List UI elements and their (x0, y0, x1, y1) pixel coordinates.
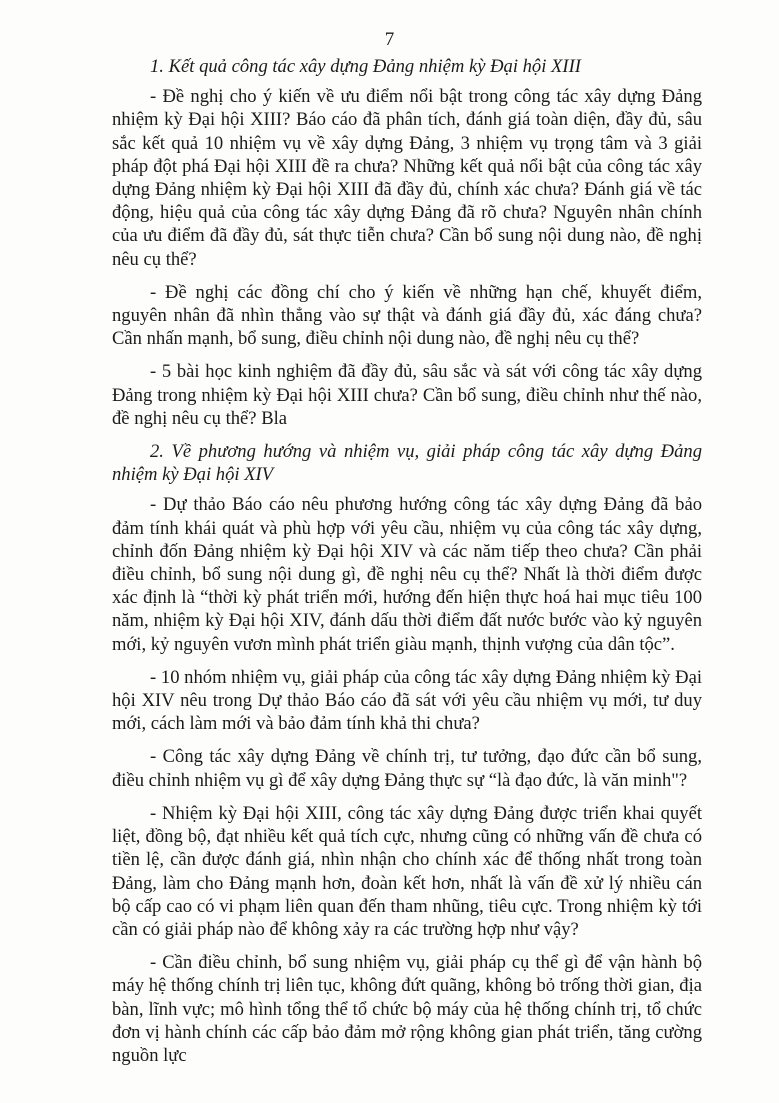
section-1 (112, 55, 702, 430)
paragraph: - 10 nhóm nhiệm vụ, giải pháp của công tác xây dựng Đảng nhiệm kỳ Đại hội XIV nêu trong Dự thảo Báo cáo đã sát với yêu cầu nhiệm vụ mới, tư duy mới, cách làm mới và bảo đảm tính khả thi chưa? (112, 666, 702, 735)
section-2 (112, 440, 702, 1067)
paragraph: - Công tác xây dựng Đảng về chính trị, tư tưởng, đạo đức cần bổ sung, điều chỉnh nhiệm vụ gì để xây dựng Đảng thực sự “là đạo đức, là văn minh"? (112, 746, 702, 791)
section-heading: 1. Kết quả công tác xây dựng Đảng nhiệm kỳ Đại hội XIII (150, 56, 581, 77)
paragraph: - 5 bài học kinh nghiệm đã đầy đủ, sâu sắc và sát với công tác xây dựng Đảng trong nhiệm kỳ Đại hội XIII chưa? Cần bổ sung, điều chỉnh như thế nào, đề nghị nêu cụ thể? Bla (112, 361, 702, 429)
section-heading: 2. Về phương hướng và nhiệm vụ, giải pháp công tác xây dựng Đảng nhiệm kỳ Đại hội XIV (112, 441, 702, 486)
document-body (112, 55, 702, 1077)
paragraph: - Cần điều chỉnh, bổ sung nhiệm vụ, giải pháp cụ thể gì để vận hành bộ máy hệ thống chính trị liên tục, không đứt quãng, không bỏ trống thời gian, địa bàn, lĩnh vực; mô hình tổng thể tổ chức bộ máy của hệ thống chính trị, tổ chức đơn vị hành chính các cấp bảo đảm mở rộng không gian phát triển, tăng cường nguồn lực (112, 952, 702, 1066)
paragraph: - Dự thảo Báo cáo nêu phương hướng công tác xây dựng Đảng đã bảo đảm tính khái quát và phù hợp với yêu cầu, nhiệm vụ của công tác xây dựng, chỉnh đốn Đảng nhiệm kỳ Đại hội XIV và các năm tiếp theo chưa? Cần phải điều chỉnh, bổ sung nội dung gì, đề nghị nêu cụ thể? Nhất là thời điểm được xác định là “thời kỳ phát triển mới, hướng đến hiện thực hoá hai mục tiêu 100 năm, nhiệm kỳ Đại hội XIV, đánh dấu thời điểm đất nước bước vào kỷ nguyên mới, kỷ nguyên vươn mình phát triển giàu mạnh, thịnh vượng của dân tộc”. (112, 494, 702, 655)
paragraph: - Đề nghị các đồng chí cho ý kiến về những hạn chế, khuyết điểm, nguyên nhân đã nhìn thẳng vào sự thật và đánh giá đầy đủ, xác đáng chưa? Cần nhấn mạnh, bổ sung, điều chỉnh nội dung nào, đề nghị nêu cụ thể? (112, 281, 702, 350)
page-number: 7 (384, 29, 395, 50)
paragraph: - Nhiệm kỳ Đại hội XIII, công tác xây dựng Đảng được triển khai quyết liệt, đồng bộ, đạt nhiều kết quả tích cực, nhưng cũng có những vấn đề chưa có tiền lệ, cần được đánh giá, nhìn nhận cho chính xác để thống nhất trong toàn Đảng, làm cho Đảng mạnh hơn, đoàn kết hơn, nhất là vấn đề xử lý nhiều cán bộ cấp cao có vi phạm liên quan đến tham nhũng, tiêu cực. Trong nhiệm kỳ tới cần có giải pháp nào để không xảy ra các trường hợp như vậy? (112, 802, 702, 940)
paragraph: - Đề nghị cho ý kiến về ưu điểm nổi bật trong công tác xây dựng Đảng nhiệm kỳ Đại hội XIII? Báo cáo đã phân tích, đánh giá toàn diện, đầy đủ, sâu sắc kết quả 10 nhiệm vụ về xây dựng Đảng, 3 nhiệm vụ trọng tâm và 3 giải pháp đột phá Đại hội XIII đề ra chưa? Những kết quả nổi bật của công tác xây dựng Đảng nhiệm kỳ Đại hội XIII đã đầy đủ, chính xác chưa? Đánh giá về tác động, hiệu quả của công tác xây dựng Đảng đã rõ chưa? Nguyên nhân chính của ưu điểm đã đầy đủ, sát thực tiễn chưa? Cần bổ sung nội dung nào, đề nghị nêu cụ thể? (112, 86, 702, 270)
